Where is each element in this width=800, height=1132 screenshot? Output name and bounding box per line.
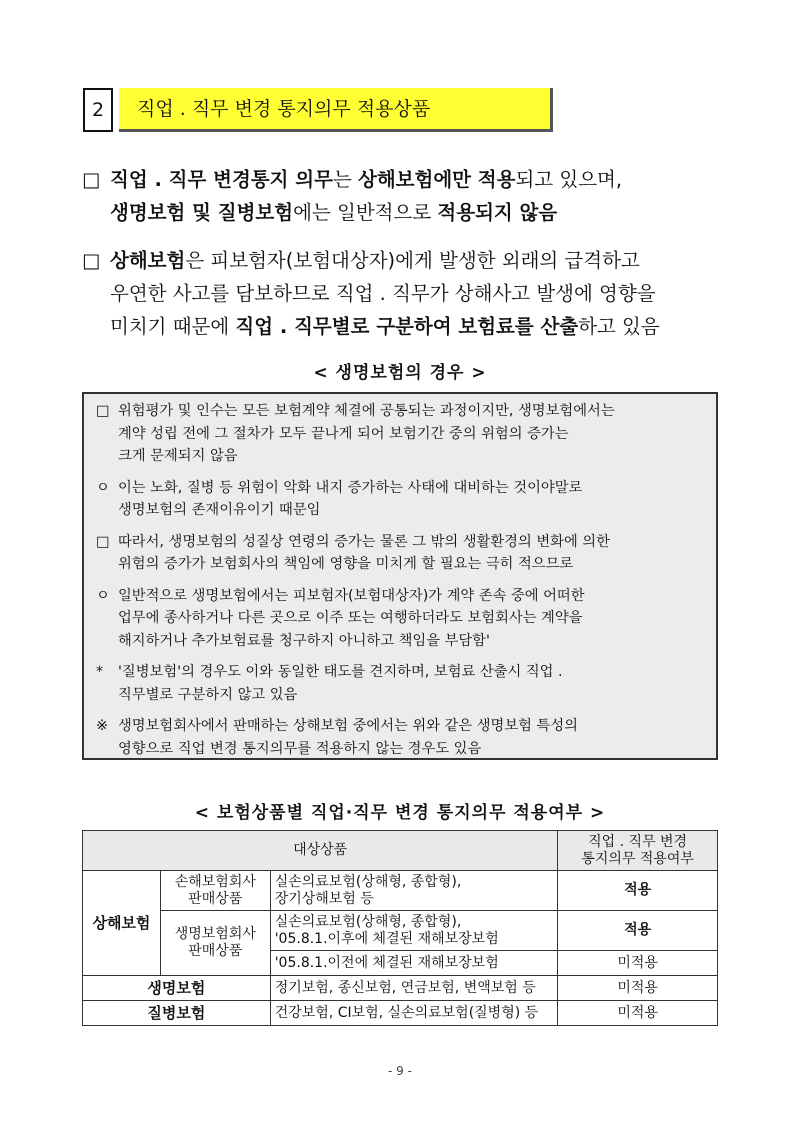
table-row [83,911,718,951]
product-cell: 실손의료보험(상해형, 종합형), 장기상해보험 등 [270,871,558,911]
subcategory-nonlife: 손해보험회사 판매상품 [160,871,270,911]
section-title: 직업 . 직무 변경 통지의무 적용상품 [119,88,553,132]
page-number: - 9 - [388,1064,412,1078]
info-item: ※ 생명보험회사에서 판매하는 상해보험 중에서는 위와 같은 생명보험 특성의 영향으로 직업 변경 통지의무를 적용하지 않는 경우도 있음 [96,718,578,757]
header-apply: 직업 . 직무 변경 통지의무 적용여부 [558,831,718,871]
section-number: 2 [83,88,113,132]
table-row [83,1001,718,1026]
result-cell: 미적용 [558,951,718,976]
result-cell: 적용 [558,871,718,911]
info-item: □ 따라서, 생명보험의 성질상 연령의 증가는 물론 그 밖의 생활환경의 변화에 의한 위험의 증가가 보험회사의 책임에 영향을 미치게 할 필요는 극히 적으므로 [96,533,610,572]
checkbox-bullet: □ [82,249,101,272]
header-product: 대상상품 [83,831,558,871]
product-cell: 건강보험, CI보험, 실손의료보험(질병형) 등 [270,1001,558,1026]
product-cell: 실손의료보험(상해형, 종합형), '05.8.1.이후에 체결된 재해보장보험 [270,911,558,951]
category-disease: 질병보험 [83,1001,271,1026]
table-row [83,976,718,1001]
result-cell: 미적용 [558,1001,718,1026]
product-table [82,830,718,1026]
product-cell: 정기보험, 종신보험, 연금보험, 변액보험 등 [270,976,558,1001]
category-life: 생명보험 [83,976,271,1001]
info-item: □ 위험평가 및 인수는 모든 보험계약 체결에 공통되는 과정이지만, 생명보험에서는 계약 성립 전에 그 절차가 모두 끝나게 되어 보험기간 중의 위험의 증가는 크게 문제되지 않음 [96,403,615,464]
category-injury: 상해보험 [83,871,161,976]
result-cell: 미적용 [558,976,718,1001]
result-cell: 적용 [558,911,718,951]
paragraph-1: □ 직업 . 직무 변경통지 의무는 상해보험에만 적용되고 있으며, 생명보험 및 질병보험에는 일반적으로 적용되지 않음 [82,163,622,229]
section-header [83,88,555,136]
info-item: ㅇ 일반적으로 생명보험에서는 피보험자(보험대상자)가 계약 존속 중에 어떠한 업무에 종사하거나 다른 곳으로 이주 또는 여행하더라도 보험회사는 계약을 해지하거나 추가보험료를 청구하지 아니하고 책임을 부담함' [96,587,585,649]
checkbox-bullet: □ [82,168,101,191]
info-item: * '질병보험'의 경우도 이와 동일한 태도를 견지하며, 보험료 산출시 직업 . 직무별로 구분하지 않고 있음 [96,664,563,703]
product-cell: '05.8.1.이전에 체결된 재해보장보험 [270,951,558,976]
table-title: < 보험상품별 직업·직무 변경 통지의무 적용여부 > [194,803,606,823]
paragraph-2: □ 상해보험은 피보험자(보험대상자)에게 발생한 외래의 급격하고 우연한 사고를 담보하므로 직업 . 직무가 상해사고 발생에 영향을 미치기 때문에 직업 . 직무별로 구분하여 보험료를 산출하고 있음 [82,244,660,343]
life-insurance-info-box [82,392,718,760]
table-header-row [83,831,718,871]
table-row [83,871,718,911]
info-item: ㅇ 이는 노화, 질병 등 위험이 악화 내지 증가하는 사태에 대비하는 것이야말로 생명보험의 존재이유이기 때문임 [96,479,583,518]
subcategory-life: 생명보험회사 판매상품 [160,911,270,976]
box-title: < 생명보험의 경우 > [313,363,487,383]
